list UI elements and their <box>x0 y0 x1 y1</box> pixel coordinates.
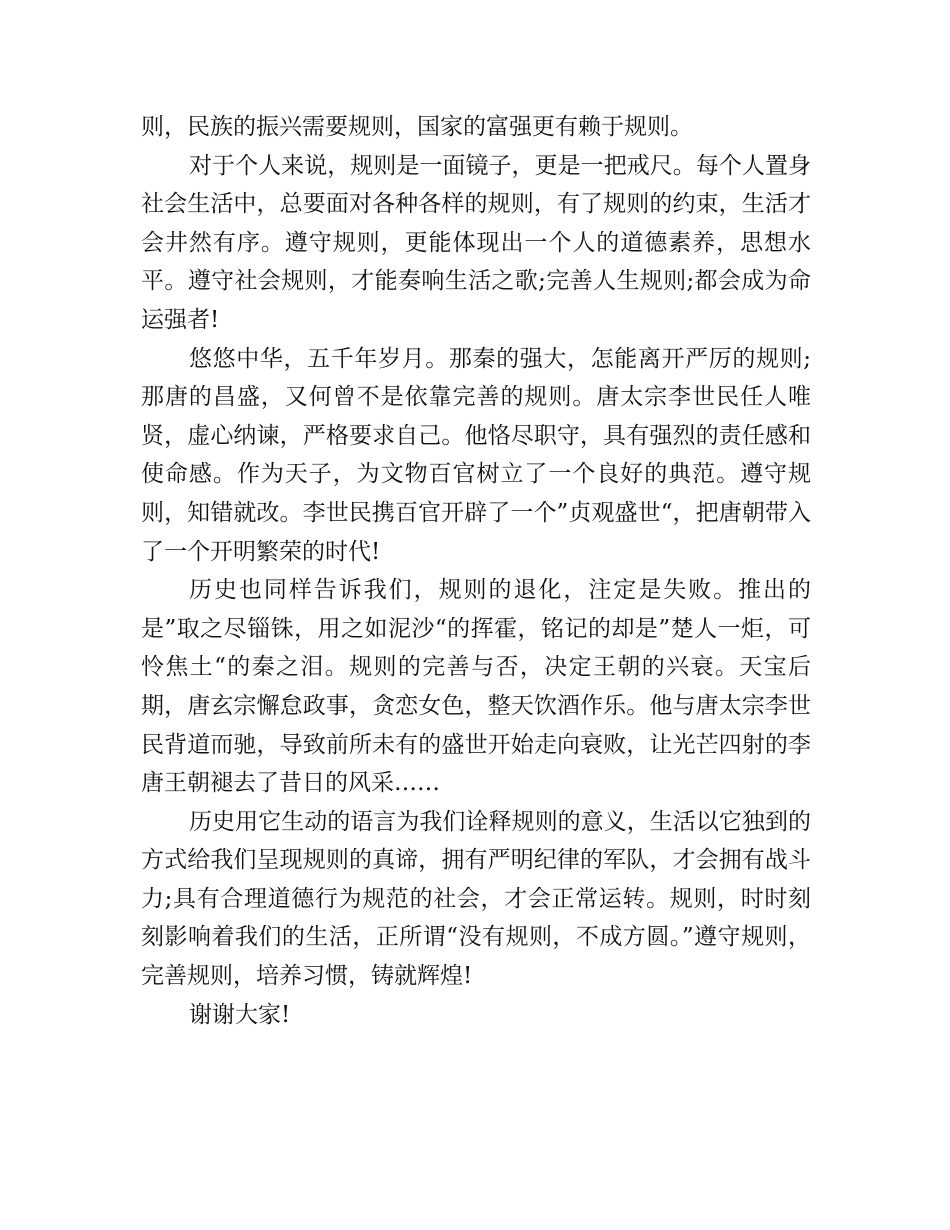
paragraph-6: 谢谢大家! <box>189 1001 291 1028</box>
paragraph-2: 对于个人来说，规则是一面镜子，更是一把戒尺。每个人置身社会生活中，总要面对各种各样的规则，有了规则的约束，生活才会井然有序。遵守规则，更能体现出一个人的道德素养，思想水平。遵守社会规则，才能奏响生活之歌;完善人生规则;都会成为命运强者! <box>141 152 811 333</box>
paragraph-5: 历史用它生动的语言为我们诠释规则的意义，生活以它独到的方式给我们呈现规则的真谛，拥有严明纪律的军队，才会拥有战斗力;具有合理道德行为规范的社会，才会正常运转。规则，时时刻刻影响着我们的生活，正所谓“没有规则，不成方圆。”遵守规则，完善规则，培养习惯，铸就辉煌! <box>141 808 811 990</box>
paragraph-3: 悠悠中华，五千年岁月。那秦的强大，怎能离开严厉的规则;那唐的昌盛，又何曾不是依靠完善的规则。唐太宗李世民任人唯贤，虚心纳谏，严格要求自己。他恪尽职守，具有强烈的责任感和使命感。作为天子，为文物百官树立了一个良好的典范。遵守规则，知错就改。李世民携百官开辟了一个”贞观盛世“，把唐朝带入了一个开明繁荣的时代! <box>141 345 811 565</box>
paragraph-4: 历史也同样告诉我们，规则的退化，注定是失败。推出的是”取之尽锱铢，用之如泥沙“的挥霍，铭记的却是”楚人一炬，可怜焦土“的秦之泪。规则的完善与否，决定王朝的兴衰。天宝后期，唐玄宗懈怠政事，贪恋女色，整天饮酒作乐。他与唐太宗李世民背道而驰，导致前所未有的盛世开始走向衰败，让光芒四射的李唐王朝褪去了昔日的风采…… <box>141 577 811 797</box>
paragraph-1: 则，民族的振兴需要规则，国家的富强更有赖于规则。 <box>141 114 693 140</box>
document-body <box>141 108 811 1034</box>
